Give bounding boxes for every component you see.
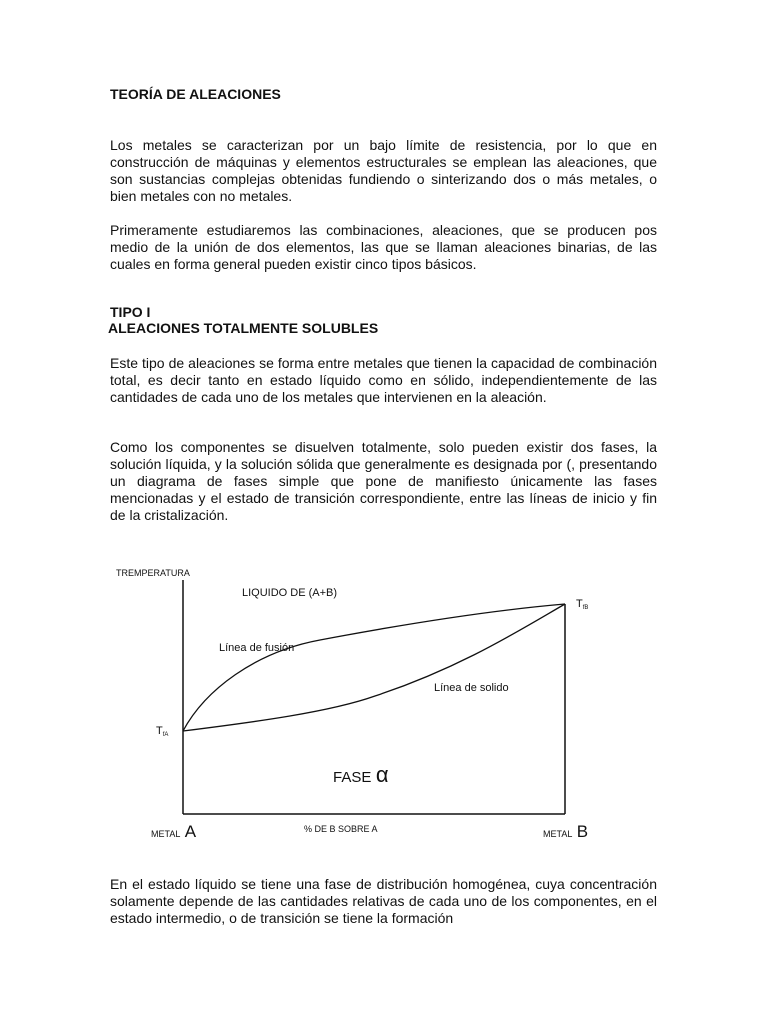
- document-title: TEORÍA DE ALEACIONES: [110, 86, 281, 102]
- metal-a-letter: A: [184, 822, 197, 841]
- tb-label: [576, 598, 588, 611]
- phase-alpha-label: [333, 762, 389, 787]
- ta-label-main: T: [156, 725, 163, 737]
- y-axis-label: TREMPERATURA: [116, 568, 190, 578]
- phase-word: FASE: [333, 769, 372, 786]
- metal-b-word: METAL: [543, 829, 573, 839]
- paragraph-type-description: Este tipo de aleaciones se forma entre metales que tienen la capacidad de combinación total, es decir tanto en estado líquido como en sólido, independientemente de las cantidades de cada uno de los metales que intervienen en la aleación.: [110, 355, 657, 405]
- x-axis-label: % DE B SOBRE A: [304, 824, 378, 834]
- solid-line: [183, 604, 565, 731]
- liquid-region-label: LIQUIDO DE (A+B): [242, 587, 338, 599]
- phase-diagram: [0, 550, 768, 850]
- paragraph-phases: Como los componentes se disuelven totalmente, solo pueden existir dos fases, la solución líquida, y la solución sólida que generalmente es designada por (, presentando un diagrama de fases simple que pone de manifiesto únicamente las fases mencionadas y el estado de transición correspondiente, entre las líneas de inicio y fin de la cristalización.: [110, 439, 657, 523]
- tb-label-sub: fB: [582, 605, 589, 611]
- paragraph-liquid-state: En el estado líquido se tiene una fase de distribución homogénea, cuya concentración solamente depende de las cantidades relativas de cada uno de los componentes, en el estado intermedio, o de transición se tiene la formación: [110, 876, 657, 926]
- paragraph-binary-alloys: Primeramente estudiaremos las combinaciones, aleaciones, que se producen pos medio de la unión de dos elementos, las que se llaman aleaciones binarias, de las cuales en forma general pueden existir cinco tipos básicos.: [110, 222, 657, 272]
- phase-alpha-symbol: α: [375, 762, 389, 787]
- tb-label-main: T: [576, 598, 583, 610]
- metal-b-letter: B: [576, 822, 589, 841]
- fusion-line: [183, 604, 565, 731]
- ta-label-sub: fA: [162, 732, 169, 738]
- metal-a-word: METAL: [151, 829, 181, 839]
- metal-b-label: [543, 822, 588, 841]
- fusion-line-label: Línea de fusión: [219, 642, 295, 654]
- solid-line-label: Línea de solido: [434, 682, 509, 694]
- ta-label: [156, 725, 168, 738]
- paragraph-intro: Los metales se caracterizan por un bajo límite de resistencia, por lo que en construcción de máquinas y elementos estructurales se emplean las aleaciones, que son sustancias complejas obtenidas fundiendo o sinterizando dos o más metales, o bien metales con no metales.: [110, 137, 657, 204]
- section-type-label: TIPO I: [110, 304, 151, 320]
- section-type-title: ALEACIONES TOTALMENTE SOLUBLES: [108, 320, 379, 336]
- metal-a-label: [151, 822, 197, 841]
